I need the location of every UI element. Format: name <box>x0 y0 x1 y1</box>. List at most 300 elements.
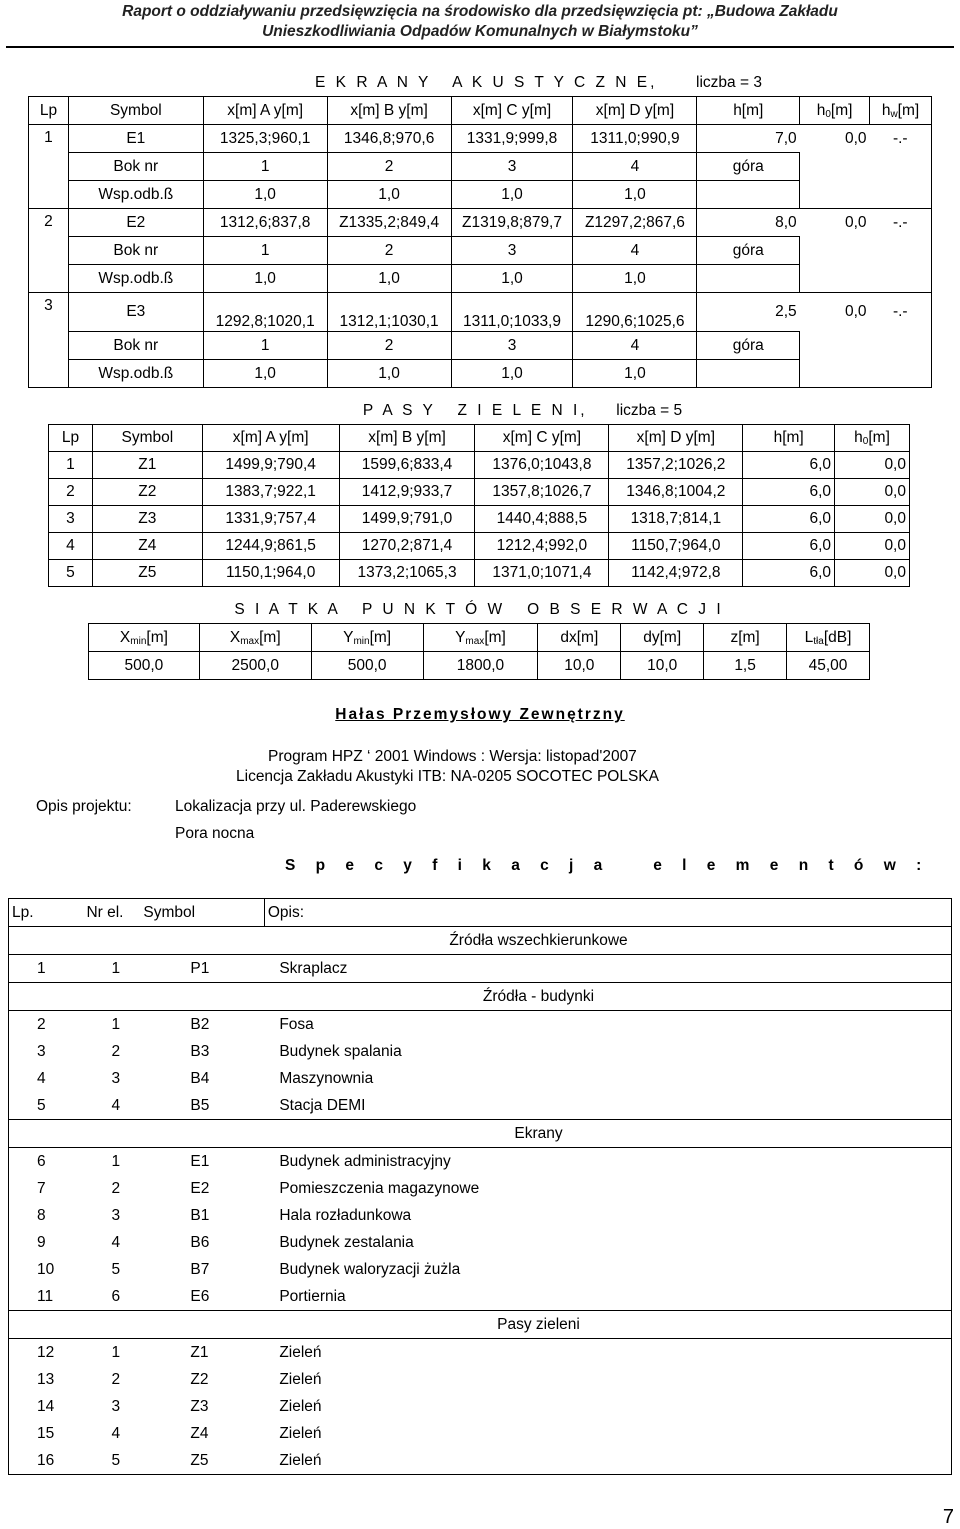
pasy-coord: 1499,9;791,0 <box>339 506 475 533</box>
spec-title: S p e c y f i k a c j a e l e m e n t ó w : <box>285 857 927 874</box>
pasy-h: 6,0 <box>743 479 835 506</box>
spec-symbol: B5 <box>190 1096 210 1114</box>
pasy-coord: 1373,2;1065,3 <box>339 560 475 587</box>
ekrany-title: E K R A N Y A K U S T Y C Z N E, <box>315 73 658 91</box>
spec-group-row <box>9 1311 952 1339</box>
spec-symbol: B6 <box>190 1233 210 1251</box>
ekrany-header-h0 <box>800 97 870 125</box>
ekrany-gora: góra <box>697 237 800 265</box>
header-unit: [m] <box>830 101 853 119</box>
spec-symbol: Z2 <box>190 1370 209 1388</box>
pasy-h0: 0,0 <box>835 452 910 479</box>
spec-symbol: B2 <box>190 1015 210 1033</box>
pasy-table <box>48 398 910 587</box>
ekrany-coord: Z1319,8;879,7 <box>451 209 573 237</box>
spec-symbol: Z4 <box>190 1424 209 1442</box>
pasy-lp: 5 <box>49 560 93 587</box>
ekrany-wsp-value: 1,0 <box>203 181 327 209</box>
ekrany-row <box>29 209 932 237</box>
spec-row <box>9 1011 952 1039</box>
header-unit: [dB] <box>823 628 852 646</box>
pasy-count: liczba = 5 <box>616 402 683 419</box>
pasy-title-row <box>49 398 910 425</box>
spec-row <box>9 1339 952 1367</box>
ekrany-spacer <box>800 332 932 388</box>
ekrany-coord: 1312,6;837,8 <box>203 209 327 237</box>
opis-label: Opis projektu: <box>36 798 132 815</box>
ekrany-wsp-empty <box>697 265 800 293</box>
header-subscript: min <box>353 635 370 647</box>
pasy-symbol: Z3 <box>92 506 202 533</box>
pasy-lp: 4 <box>49 533 93 560</box>
spec-nr: 3 <box>111 1397 121 1415</box>
ekrany-h: 8,0 <box>697 209 800 237</box>
spec-symbol: E2 <box>190 1179 210 1197</box>
siatka-title: S I A T K A P U N K T Ó W O B S E R W A C J I <box>234 600 724 618</box>
ekrany-coord: 1292,8;1020,1 <box>203 293 327 332</box>
header-symbol: dy[m] <box>643 628 682 646</box>
header-subscript: w <box>890 108 898 120</box>
ekrany-table <box>28 69 932 388</box>
ekrany-bok-row <box>29 237 932 265</box>
ekrany-coord: 1290,6;1025,6 <box>573 293 697 332</box>
siatka-values-row <box>89 652 870 680</box>
pasy-lp: 2 <box>49 479 93 506</box>
ekrany-row <box>29 125 932 153</box>
pasy-row <box>49 506 910 533</box>
ekrany-wsp-value: 1,0 <box>573 265 697 293</box>
ekrany-wsp-label: Wsp.odb.ß <box>68 360 203 388</box>
ekrany-bok-value: 1 <box>203 332 327 360</box>
ekrany-bok-value: 3 <box>451 332 573 360</box>
ekrany-bok-value: 3 <box>451 153 573 181</box>
spec-lp: 13 <box>9 1366 84 1393</box>
ekrany-header-row <box>29 97 932 125</box>
siatka-header-cell <box>89 624 200 652</box>
spec-opis: Budynek administracyjny <box>264 1148 951 1176</box>
siatka-value: 500,0 <box>311 652 423 680</box>
ekrany-gora: góra <box>697 332 800 360</box>
pasy-h: 6,0 <box>743 533 835 560</box>
spec-lp: 1 <box>9 955 84 983</box>
siatka-header-cell <box>621 624 704 652</box>
ekrany-lp: 2 <box>29 209 69 293</box>
pasy-coord: 1244,9;861,5 <box>202 533 339 560</box>
spec-row <box>9 1420 952 1447</box>
spec-symbol: Z5 <box>140 1447 264 1475</box>
spec-row <box>9 1366 952 1393</box>
pasy-coord: 1376,0;1043,8 <box>475 452 609 479</box>
spec-row <box>9 1092 952 1120</box>
spec-nr: 3 <box>111 1206 121 1224</box>
pasy-h0: 0,0 <box>835 506 910 533</box>
spec-header-cell: Symbol <box>140 899 264 927</box>
pasy-header-row <box>49 425 910 452</box>
spec-nr: 1 <box>111 1343 121 1361</box>
spec-lp: 9 <box>9 1229 84 1256</box>
pasy-h: 6,0 <box>743 506 835 533</box>
spec-row <box>9 955 952 983</box>
pasy-header-cell: x[m] B y[m] <box>339 425 475 452</box>
spec-nr: 4 <box>111 1424 121 1442</box>
pasy-coord: 1150,1;964,0 <box>202 560 339 587</box>
ekrany-row <box>29 293 932 332</box>
ekrany-header-cell: x[m] C y[m] <box>451 97 573 125</box>
ekrany-hw: -.- <box>870 125 932 153</box>
siatka-value: 2500,0 <box>199 652 311 680</box>
pasy-header-cell: Lp <box>49 425 93 452</box>
ekrany-symbol: E1 <box>68 125 203 153</box>
ekrany-header-cell: x[m] D y[m] <box>573 97 697 125</box>
spec-group-title: Ekrany <box>9 1120 952 1148</box>
ekrany-bok-label: Bok nr <box>68 237 203 265</box>
ekrany-hw: -.- <box>870 209 932 237</box>
ekrany-wsp-value: 1,0 <box>573 181 697 209</box>
ekrany-coord: Z1335,2;849,4 <box>327 209 451 237</box>
spec-row <box>9 1038 952 1065</box>
ekrany-bok-value: 2 <box>327 153 451 181</box>
license-line: Licencja Zakładu Akustyki ITB: NA-0205 SOCOTEC POLSKA <box>236 768 659 785</box>
spec-row <box>9 1065 952 1092</box>
ekrany-bok-value: 3 <box>451 237 573 265</box>
pasy-header-cell: Symbol <box>92 425 202 452</box>
header-symbol: z[m] <box>730 628 760 646</box>
pasy-coord: 1142,4;972,8 <box>609 560 743 587</box>
spec-nr: 2 <box>111 1370 121 1388</box>
spec-opis: Pomieszczenia magazynowe <box>264 1175 951 1202</box>
spec-nr: 1 <box>111 1152 121 1170</box>
spec-opis: Zieleń <box>264 1339 951 1367</box>
spec-nr: 5 <box>83 1447 140 1475</box>
ekrany-lp: 1 <box>29 125 69 209</box>
header-line-1: Raport o oddziaływaniu przedsięwzięcia na środowisko dla przedsięwzięcia pt: „Budowa Zakładu <box>122 3 838 20</box>
spec-opis: Zieleń <box>264 1420 951 1447</box>
ekrany-coord: 1312,1;1030,1 <box>327 293 451 332</box>
header-subscript: max <box>465 635 485 647</box>
ekrany-hw: -.- <box>870 293 932 332</box>
ekrany-header-cell: h[m] <box>697 97 800 125</box>
ekrany-bok-value: 4 <box>573 237 697 265</box>
header-symbol: L <box>804 628 814 646</box>
spec-lp: 4 <box>9 1065 84 1092</box>
siatka-value: 45,00 <box>787 652 870 680</box>
pasy-coord: 1357,2;1026,2 <box>609 452 743 479</box>
pasy-lp: 1 <box>49 452 93 479</box>
spec-opis: Budynek waloryzacji żużla <box>264 1256 951 1283</box>
spec-header-cell: Opis: <box>264 899 951 927</box>
header-symbol: X <box>119 628 131 646</box>
ekrany-wsp-label: Wsp.odb.ß <box>68 181 203 209</box>
pasy-row <box>49 452 910 479</box>
pasy-symbol: Z1 <box>92 452 202 479</box>
pasy-h: 6,0 <box>743 452 835 479</box>
header-symbol: X <box>229 628 241 646</box>
spec-lp: 2 <box>9 1011 84 1039</box>
siatka-value: 1800,0 <box>423 652 538 680</box>
header-unit: [m] <box>484 628 506 646</box>
spec-nr: 3 <box>111 1069 121 1087</box>
ekrany-wsp-value: 1,0 <box>451 181 573 209</box>
pora-line: Pora nocna <box>175 825 255 842</box>
spec-row <box>9 1393 952 1420</box>
spec-symbol: E1 <box>190 1152 210 1170</box>
ekrany-wsp-empty <box>697 360 800 388</box>
ekrany-bok-row <box>29 332 932 360</box>
ekrany-wsp-value: 1,0 <box>203 360 327 388</box>
ekrany-symbol: E2 <box>68 209 203 237</box>
header-symbol: Y <box>455 628 466 646</box>
header-symbol: Y <box>343 628 354 646</box>
page-number: 7 <box>942 1506 954 1528</box>
spec-row <box>9 1447 952 1475</box>
spec-lp: 7 <box>9 1175 84 1202</box>
spec-symbol: B7 <box>190 1260 210 1278</box>
ekrany-gora: góra <box>697 153 800 181</box>
ekrany-h0: 0,0 <box>800 293 870 332</box>
spec-table <box>8 898 952 1475</box>
spec-group-title: Źródła - budynki <box>9 983 952 1011</box>
spec-row <box>9 1256 952 1283</box>
ekrany-spacer <box>800 237 932 293</box>
siatka-header-row <box>89 624 870 652</box>
pasy-header-cell: x[m] A y[m] <box>202 425 339 452</box>
pasy-coord: 1357,8;1026,7 <box>475 479 609 506</box>
spec-row <box>9 1229 952 1256</box>
spec-lp: 8 <box>9 1202 84 1229</box>
header-line-2: Unieszkodliwiania Odpadów Komunalnych w Białymstoku” <box>262 23 698 40</box>
ekrany-header-hw <box>870 97 932 125</box>
siatka-header-cell <box>787 624 870 652</box>
spec-nr: 6 <box>111 1287 121 1305</box>
pasy-coord: 1371,0;1071,4 <box>475 560 609 587</box>
header-unit: [m] <box>868 429 890 446</box>
spec-nr: 4 <box>111 1233 121 1251</box>
spec-nr: 2 <box>111 1042 121 1060</box>
spec-opis: Budynek zestalania <box>264 1229 951 1256</box>
ekrany-h0: 0,0 <box>800 209 870 237</box>
header-symbol: h <box>881 101 891 119</box>
spec-lp: 16 <box>9 1447 84 1475</box>
siatka-value: 10,0 <box>621 652 704 680</box>
lokalizacja-line: Lokalizacja przy ul. Paderewskiego <box>175 798 417 815</box>
spec-nr: 1 <box>111 1015 121 1033</box>
spec-lp: 3 <box>9 1038 84 1065</box>
ekrany-wsp-row <box>29 265 932 293</box>
spec-opis: Skraplacz <box>264 955 951 983</box>
pasy-header-cell: h[m] <box>743 425 835 452</box>
ekrany-wsp-value: 1,0 <box>327 265 451 293</box>
spec-opis: Stacja DEMI <box>264 1092 951 1120</box>
pasy-lp: 3 <box>49 506 93 533</box>
pasy-header-cell: x[m] C y[m] <box>475 425 609 452</box>
ekrany-count: liczba = 3 <box>696 73 762 91</box>
header-subscript: tła <box>813 635 824 647</box>
spec-lp: 15 <box>9 1420 84 1447</box>
spec-symbol: B3 <box>190 1042 210 1060</box>
pasy-symbol: Z4 <box>92 533 202 560</box>
spec-opis: Portiernia <box>264 1283 951 1311</box>
ekrany-coord: 1331,9;999,8 <box>451 125 573 153</box>
pasy-h0: 0,0 <box>835 479 910 506</box>
ekrany-lp: 3 <box>29 293 69 388</box>
siatka-value: 500,0 <box>89 652 200 680</box>
header-subscript: 0 <box>825 108 831 120</box>
hpz-title: Hałas Przemysłowy Zewnętrzny <box>335 706 625 723</box>
ekrany-wsp-value: 1,0 <box>203 265 327 293</box>
ekrany-header-cell: x[m] B y[m] <box>327 97 451 125</box>
spec-symbol: B1 <box>190 1206 210 1224</box>
pasy-header-h0 <box>835 425 910 452</box>
header-unit: [m] <box>259 628 281 646</box>
spec-lp: 11 <box>9 1283 84 1311</box>
spec-header-row <box>9 899 952 927</box>
header-rule <box>6 46 954 48</box>
spec-row <box>9 1202 952 1229</box>
siatka-header-cell <box>199 624 311 652</box>
program-line: Program HPZ ‘ 2001 Windows : Wersja: listopad'2007 <box>268 748 637 765</box>
spec-lp: 10 <box>9 1256 84 1283</box>
ekrany-bok-value: 2 <box>327 237 451 265</box>
spec-opis: Zieleń <box>264 1393 951 1420</box>
pasy-coord: 1499,9;790,4 <box>202 452 339 479</box>
spec-group-title: Źródła wszechkierunkowe <box>9 927 952 955</box>
siatka-header-cell <box>423 624 538 652</box>
ekrany-bok-value: 1 <box>203 237 327 265</box>
spec-row <box>9 1283 952 1311</box>
spec-group-row <box>9 1120 952 1148</box>
spec-symbol: Z3 <box>190 1397 209 1415</box>
ekrany-wsp-value: 1,0 <box>451 265 573 293</box>
siatka-value: 1,5 <box>704 652 787 680</box>
ekrany-coord: 1311,0;1033,9 <box>451 293 573 332</box>
spec-header-cell: Nr el. <box>83 899 140 927</box>
ekrany-coord: Z1297,2;867,6 <box>573 209 697 237</box>
spec-nr: 5 <box>111 1260 121 1278</box>
ekrany-spacer <box>800 153 932 209</box>
pasy-coord: 1440,4;888,5 <box>475 506 609 533</box>
ekrany-bok-label: Bok nr <box>68 332 203 360</box>
ekrany-header-cell: Lp <box>29 97 69 125</box>
ekrany-wsp-value: 1,0 <box>327 360 451 388</box>
ekrany-bok-value: 2 <box>327 332 451 360</box>
spec-group-row <box>9 983 952 1011</box>
siatka-value: 10,0 <box>538 652 621 680</box>
spec-nr: 1 <box>111 959 121 977</box>
ekrany-header-cell: Symbol <box>68 97 203 125</box>
pasy-coord: 1331,9;757,4 <box>202 506 339 533</box>
spec-lp: 5 <box>9 1092 84 1120</box>
pasy-coord: 1212,4;992,0 <box>475 533 609 560</box>
pasy-coord: 1318,7;814,1 <box>609 506 743 533</box>
spec-opis: Zieleń <box>264 1447 951 1475</box>
ekrany-wsp-row <box>29 360 932 388</box>
spec-symbol: B4 <box>190 1069 210 1087</box>
ekrany-header-cell: x[m] A y[m] <box>203 97 327 125</box>
pasy-symbol: Z5 <box>92 560 202 587</box>
spec-group-title: Pasy zieleni <box>9 1311 952 1339</box>
header-subscript: max <box>240 635 260 647</box>
header-unit: [m] <box>369 628 392 646</box>
spec-group-row <box>9 927 952 955</box>
ekrany-symbol: E3 <box>68 293 203 332</box>
pasy-row <box>49 479 910 506</box>
spec-lp: 14 <box>9 1393 84 1420</box>
header-symbol: h <box>816 101 826 119</box>
ekrany-wsp-value: 1,0 <box>451 360 573 388</box>
pasy-header-cell: x[m] D y[m] <box>609 425 743 452</box>
ekrany-wsp-empty <box>697 181 800 209</box>
header-subscript: 0 <box>862 436 869 447</box>
spec-nr: 2 <box>111 1179 121 1197</box>
spec-header-cell: Lp. <box>9 899 84 927</box>
header-subscript: min <box>130 635 147 647</box>
ekrany-coord: 1311,0;990,9 <box>573 125 697 153</box>
pasy-h0: 0,0 <box>835 533 910 560</box>
ekrany-h0: 0,0 <box>800 125 870 153</box>
ekrany-bok-value: 1 <box>203 153 327 181</box>
ekrany-coord: 1346,8;970,6 <box>327 125 451 153</box>
spec-lp: 6 <box>9 1148 84 1176</box>
pasy-coord: 1383,7;922,1 <box>202 479 339 506</box>
siatka-table <box>88 596 870 680</box>
ekrany-h: 2,5 <box>697 293 800 332</box>
pasy-h: 6,0 <box>743 560 835 587</box>
spec-lp: 12 <box>9 1339 84 1367</box>
ekrany-title-row <box>29 69 932 97</box>
siatka-header-cell <box>311 624 423 652</box>
pasy-row <box>49 560 910 587</box>
ekrany-wsp-value: 1,0 <box>573 360 697 388</box>
pasy-coord: 1150,7;964,0 <box>609 533 743 560</box>
spec-opis: Hala rozładunkowa <box>264 1202 951 1229</box>
spec-opis: Zieleń <box>264 1366 951 1393</box>
header-symbol: h <box>854 429 863 446</box>
spec-row <box>9 1175 952 1202</box>
spec-nr: 4 <box>111 1096 121 1114</box>
page-header <box>0 2 960 42</box>
pasy-coord: 1346,8;1004,2 <box>609 479 743 506</box>
header-unit: [m] <box>897 101 920 119</box>
ekrany-bok-value: 4 <box>573 332 697 360</box>
header-unit: [m] <box>146 628 168 646</box>
ekrany-bok-label: Bok nr <box>68 153 203 181</box>
header-symbol: dx[m] <box>560 628 599 646</box>
spec-opis: Maszynownia <box>264 1065 951 1092</box>
spec-symbol: P1 <box>190 959 210 977</box>
ekrany-h: 7,0 <box>697 125 800 153</box>
siatka-header-cell <box>704 624 787 652</box>
ekrany-wsp-value: 1,0 <box>327 181 451 209</box>
ekrany-bok-value: 4 <box>573 153 697 181</box>
spec-opis: Fosa <box>264 1011 951 1039</box>
spec-row <box>9 1148 952 1176</box>
ekrany-wsp-row <box>29 181 932 209</box>
pasy-coord: 1270,2;871,4 <box>339 533 475 560</box>
pasy-title: P A S Y Z I E L E N I, <box>362 402 588 419</box>
siatka-header-cell <box>538 624 621 652</box>
spec-symbol: E6 <box>190 1287 210 1305</box>
spec-symbol: Z1 <box>190 1343 209 1361</box>
ekrany-coord: 1325,3;960,1 <box>203 125 327 153</box>
siatka-title-row <box>89 596 870 624</box>
ekrany-bok-row <box>29 153 932 181</box>
ekrany-wsp-label: Wsp.odb.ß <box>68 265 203 293</box>
spec-opis: Budynek spalania <box>264 1038 951 1065</box>
pasy-h0: 0,0 <box>835 560 910 587</box>
pasy-coord: 1412,9;933,7 <box>339 479 475 506</box>
pasy-coord: 1599,6;833,4 <box>339 452 475 479</box>
pasy-symbol: Z2 <box>92 479 202 506</box>
